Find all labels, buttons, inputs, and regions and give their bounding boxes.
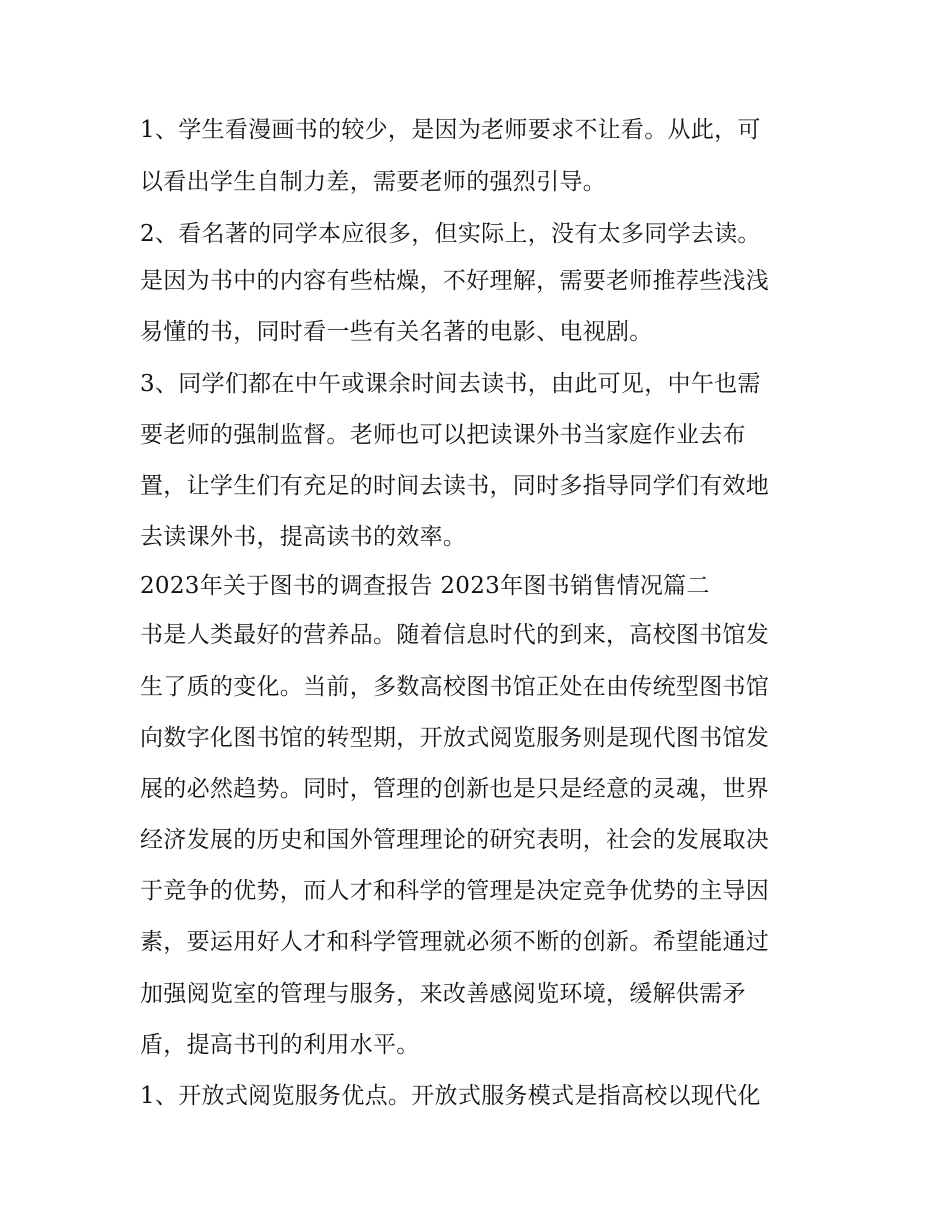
paragraph-line: 以看出学生自制力差，需要老师的强烈引导。	[140, 169, 606, 195]
paragraph-line: 经济发展的历史和国外管理理论的研究表明，社会的发展取决	[140, 827, 770, 853]
paragraph-line: 生了质的变化。当前，多数高校图书馆正处在由传统型图书馆	[140, 674, 770, 700]
paragraph-line: 书是人类最好的营养品。随着信息时代的到来，高校图书馆发	[140, 622, 770, 648]
paragraph-line: 于竞争的优势，而人才和科学的管理是决定竞争优势的主导因	[140, 878, 770, 904]
paragraph-line: 盾，提高书刊的利用水平。	[140, 1032, 420, 1058]
paragraph-line: 素，要运用好人才和科学管理就必须不断的创新。希望能通过	[140, 929, 770, 955]
paragraph-line: 1、学生看漫画书的较少，是因为老师要求不让看。从此，可	[140, 117, 761, 143]
paragraph-line: 要老师的强制监督。老师也可以把读课外书当家庭作业去布	[140, 422, 746, 448]
paragraph-line: 向数字化图书馆的转型期，开放式阅览服务则是现代图书馆发	[140, 725, 770, 751]
paragraph-line: 1、开放式阅览服务优点。开放式服务模式是指高校以现代化	[140, 1083, 761, 1109]
paragraph-line: 加强阅览室的管理与服务，来改善感阅览环境，缓解供需矛	[140, 981, 746, 1007]
paragraph-line: 置，让学生们有充足的时间去读书，同时多指导同学们有效地	[140, 473, 770, 499]
paragraph-line: 去读课外书，提高读书的效率。	[140, 524, 467, 550]
paragraph-line: 易懂的书，同时看一些有关名著的电影、电视剧。	[140, 319, 653, 345]
section-heading: 2023年关于图书的调查报告 2023年图书销售情况篇二	[140, 573, 710, 599]
paragraph-line: 3、同学们都在中午或课余时间去读书，由此可见，中午也需	[140, 371, 761, 397]
paragraph-line: 是因为书中的内容有些枯燥，不好理解，需要老师推荐些浅浅	[140, 268, 770, 294]
paragraph-line: 展的必然趋势。同时，管理的创新也是只是经意的灵魂，世界	[140, 776, 770, 802]
paragraph-line: 2、看名著的同学本应很多，但实际上，没有太多同学去读。	[140, 221, 761, 247]
